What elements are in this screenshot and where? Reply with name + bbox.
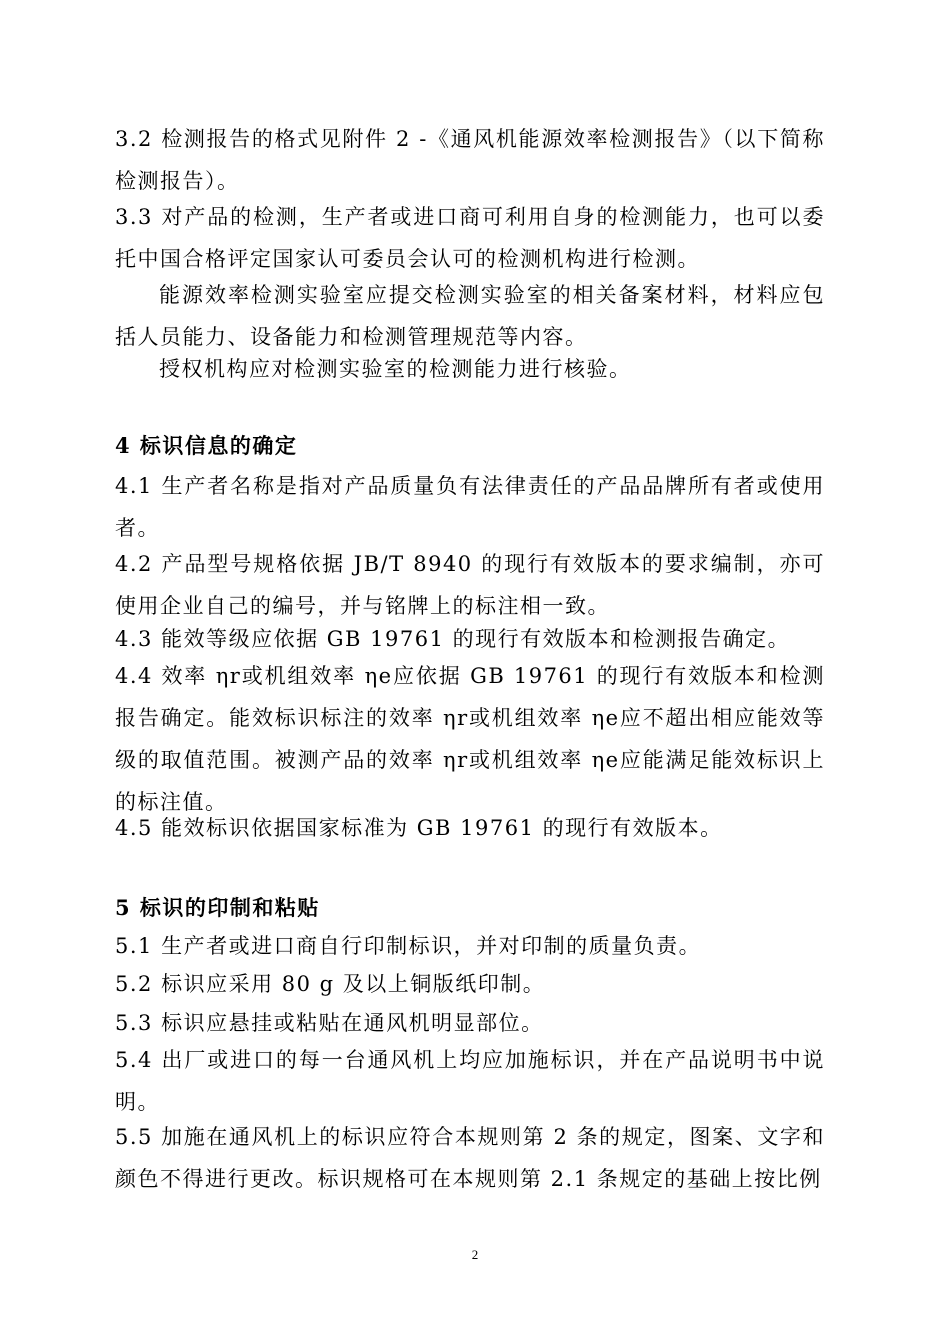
paragraph-4-3: 4.3 能效等级应依据 GB 19761 的现行有效版本和检测报告确定。 (115, 627, 791, 651)
paragraph-authority-verify: 授权机构应对检测实验室的检测能力进行核验。 (159, 357, 632, 381)
paragraph-5-4: 5.4 出厂或进口的每一台通风机上均应加施标识，并在产品说明书中说明。 (115, 1048, 825, 1114)
section-heading-5: 5 标识的印制和粘贴 (115, 895, 320, 920)
paragraph-5-1: 5.1 生产者或进口商自行印制标识，并对印制的质量负责。 (115, 934, 702, 958)
paragraph-4-2: 4.2 产品型号规格依据 JB/T 8940 的现行有效版本的要求编制，亦可使用企业自己的编号，并与铭牌上的标注相一致。 (115, 552, 825, 618)
paragraph-3-3: 3.3 对产品的检测，生产者或进口商可利用自身的检测能力，也可以委托中国合格评定国家认可委员会认可的检测机构进行检测。 (115, 205, 825, 271)
paragraph-5-3: 5.3 标识应悬挂或粘贴在通风机明显部位。 (115, 1011, 544, 1035)
paragraph-3-2: 3.2 检测报告的格式见附件 2 -《通风机能源效率检测报告》（以下简称检测报告）。 (115, 127, 825, 193)
paragraph-5-5: 5.5 加施在通风机上的标识应符合本规则第 2 条的规定，图案、文字和颜色不得进行更改。标识规格可在本规则第 2.1 条规定的基础上按比例 (115, 1125, 825, 1191)
paragraph-lab-materials: 能源效率检测实验室应提交检测实验室的相关备案材料，材料应包括人员能力、设备能力和检测管理规范等内容。 (115, 283, 825, 349)
paragraph-4-4: 4.4 效率 ηr或机组效率 ηe应依据 GB 19761 的现行有效版本和检测报告确定。能效标识标注的效率 ηr或机组效率 ηe应不超出相应能效等级的取值范围。被测产品的效率 ηr或机组效率 ηe应能满足能效标识上的标注值。 (115, 664, 825, 814)
paragraph-5-2: 5.2 标识应采用 80 g 及以上铜版纸印制。 (115, 972, 546, 996)
paragraph-4-1: 4.1 生产者名称是指对产品质量负有法律责任的产品品牌所有者或使用者。 (115, 474, 825, 540)
paragraph-4-5: 4.5 能效标识依据国家标准为 GB 19761 的现行有效版本。 (115, 816, 723, 840)
section-heading-4: 4 标识信息的确定 (115, 433, 298, 458)
page-number: 2 (471, 1247, 479, 1262)
